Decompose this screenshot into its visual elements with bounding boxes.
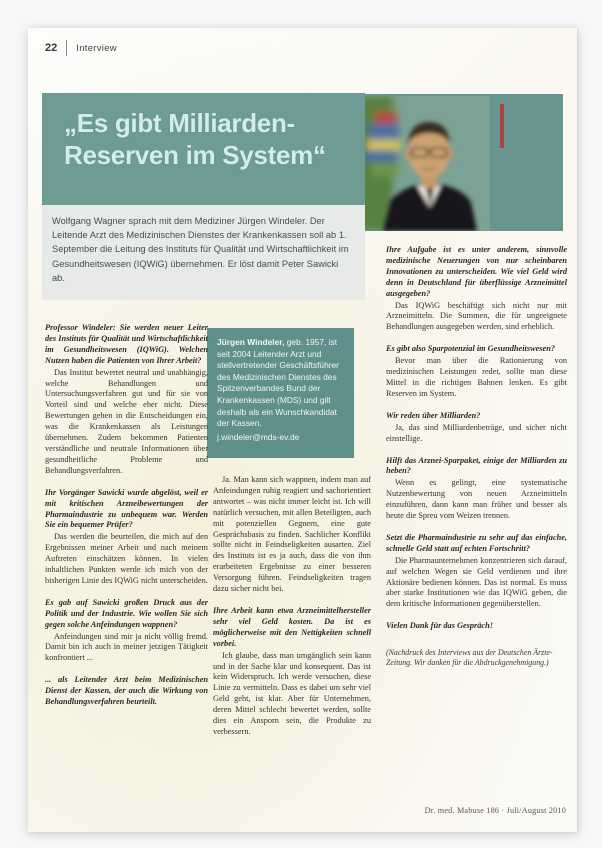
interview-answer: Die Pharmaunternehmen konzentrieren sich darauf, auf welchen Wegen sie Geld verdienen und ihre Aktionäre bedienen können. Das ist normal. Es muss aber starke Institutionen wie das IQWiG geben, die dem kritische Informationen gegenüberstellen. — [386, 555, 567, 609]
magazine-page — [28, 28, 577, 832]
interview-answer: Bevor man über die Rationierung von medizinischen Leistungen redet, sollte man diese Mittel in die richtigen Bahnen lenken. Es gibt Reserven im System. — [386, 356, 567, 398]
article-title-line1: „Es gibt Milliarden- — [64, 108, 295, 138]
interview-answer: Das werden die beurteilen, die mich auf den Ergebnissen meiner Arbeit und nach meinem Auftreten einschätzen können. In vielen inhaltlichen Punkten werde ich mich von der bisherigen Linie des IQWiG nicht unterscheiden. — [45, 532, 208, 585]
article-column-2 — [213, 475, 371, 738]
interview-question: Ihre Arbeit kann etwa Arzneimittelhersteller sehr viel Geld kosten. Da ist es möglicherweise mit den Nettigkeiten schnell vorbei. — [213, 605, 371, 648]
page-header — [45, 40, 117, 56]
interview-answer: Das Institut bewertet neutral und unabhängig, welche Behandlungen und Untersuchungsverfahren gut und für sie von Vorteil sind und welche eher nicht. Diese Bewertungen gehen in die Entscheidungen ein, was die Krankenkassen als Leistungen übernehmen. Zudem bekommen Patienten verständliche und neutrale Informationen über gesundheitliche Probleme und Behandlungsverfahren. — [45, 367, 208, 475]
interview-answer: Ja. Man kann sich wappnen, indem man auf Anfeindungen ruhig reagiert und sachorientiert antwortet – was nicht immer leicht ist. Ich will natürlich versuchen, mit allen Beteiligten, auch mit potenziellen Gegnern, eine gute Gesprächsbasis zu finden. Sachlicher Konflikt sollte nicht in Feindseligkeiten ausarten. Ziel des Instituts ist es ja auch, dass die von ihm erarbeiteten Ergebnisse zu einer besseren Versorgung führen. Feindseligkeiten tragen dazu sicher nicht bei. — [213, 475, 371, 594]
headline-banner — [42, 93, 365, 205]
interview-answer: Ich glaube, dass man umgänglich sein kann und in der Sache klar und konsequent. Das ist kein Widerspruch. Ich werde versuchen, diese Linie zu vermitteln. Dass es dabei um sehr viel Geld geht, ist klar. Aber für Unternehmen, deren Mittel schlecht bewertet werden, sollte dies ein Ansporn sein, die Produkte zu verbessern. — [213, 650, 371, 736]
interview-question: ... als Leitender Arzt beim Medizinischen Dienst der Kassen, der auch die Wirkung von Behandlungsverfahren beurteilt. — [45, 675, 208, 707]
interview-answer: Wenn es gelingt, eine systematische Nutzenbewertung von neuen Arzneimitteln einzuführen, dann kann man früher und besser als heute die Spreu vom Weizen trennen. — [386, 478, 567, 521]
article-title-line2: Reserven im System“ — [64, 140, 326, 170]
photo-credit-mark — [500, 104, 504, 148]
interview-question: Es gab auf Sawicki großen Druck aus der Politik und der Industrie. Wie wollen Sie sich gegen solche Anfeindungen wappnen? — [45, 597, 208, 629]
article-column-3 — [386, 245, 567, 669]
interview-question: Wir reden über Milliarden? — [386, 410, 481, 420]
intro-text: Wolfgang Wagner sprach mit dem Mediziner Jürgen Windeler. Der Leitende Arzt des Medizinischen Dienstes der Krankenkassen soll ab 1. September die Leitung des Instituts für Qualität und Wirtschaftlichkeit im Gesundheitswesen (IQWiG) übernehmen. Er löst damit Peter Sawicki ab. — [52, 216, 349, 283]
interview-answer: Ja, das sind Milliardenbeträge, und sicher nicht einstellige. — [386, 422, 567, 443]
article-column-1 — [45, 323, 208, 709]
section-label: Interview — [76, 42, 117, 54]
page-number: 22 — [45, 42, 58, 54]
article-title — [64, 107, 326, 171]
portrait-photo — [365, 96, 490, 231]
bio-text: geb. 1957, ist seit 2004 Leitender Arzt und stellvertretender Geschäftsführer des Medizinischen Dienstes des Spitzenverbandes Bund der Krankenkassen (MDS) und gilt deshalb als ein Wunschkandidat der Kassen. — [217, 337, 339, 429]
interview-question: Setzt die Pharmaindustrie zu sehr auf das einfache, schnelle Geld statt auf echten Fortschritt? — [386, 532, 567, 553]
bio-name: Jürgen Windeler, — [217, 337, 285, 347]
interview-question: Professor Windeler: Sie werden neuer Leiter des Instituts für Qualität und Wirtschaftlichkeit im Gesundheitswesen (IQWiG). Welchen Nutzen haben die Patienten von Ihrer Arbeit? — [45, 323, 208, 365]
portrait-illustration — [365, 96, 490, 231]
bio-infobox — [207, 328, 354, 458]
bio-email[interactable]: j.windeler@mds-ev.de — [217, 431, 300, 442]
interview-answer: Anfeindungen sind mir ja nicht völlig fremd. Damit bin ich auch in meiner jetzigen Tätigkeit konfrontiert ... — [45, 631, 208, 663]
reprint-note: (Nachdruck des Interviews aus der Deutschen Ärzte-Zeitung. Wir danken für die Abdruckgenehmigung.) — [386, 648, 553, 668]
interview-question: Ihre Aufgabe ist es unter anderem, sinnvolle medizinische Neuerungen von nur scheinbaren Innovationen zu unterscheiden. Wie viel Geld wird denn in Deutschland für überflüssige Arzneimittel ausgegeben? — [386, 245, 567, 298]
interview-answer: Das IQWiG beschäftigt sich nicht nur mit Arzneimitteln. Die Summen, die für ungeeignete Behandlungen ausgegeben werden, sind erheblich. — [386, 300, 567, 332]
intro-panel — [42, 205, 365, 300]
interview-question: Es gibt also Sparpotenzial im Gesundheitswesen? — [386, 344, 555, 354]
interview-question: Hilft das Arznei-Sparpaket, einige der Milliarden zu heben? — [386, 455, 567, 476]
header-divider — [66, 40, 67, 56]
magazine-footer: Dr. med. Mabuse 186 · Juli/August 2010 — [424, 806, 566, 815]
interview-question: Vielen Dank für das Gespräch! — [386, 621, 493, 631]
interview-question: Ihr Vorgänger Sawicki wurde abgelöst, weil er mit kritischen Arzneibewertungen der Pharmaindustrie zu unbequem war. Werden Sie ein bequemer Prüfer? — [45, 487, 208, 530]
